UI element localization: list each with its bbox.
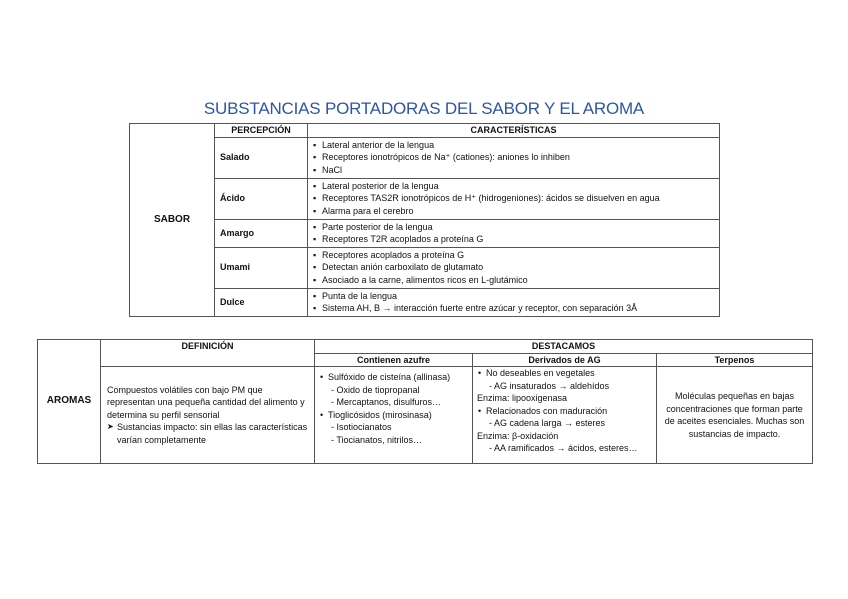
list-item: ▪ Receptores ionotrópicos de Na⁺ (cationes): aniones lo inhiben [313, 151, 719, 164]
subheader-azufre: Contienen azufre [315, 353, 473, 367]
aromas-table [37, 339, 813, 464]
sabor-table [129, 123, 720, 317]
page-title: SUBSTANCIAS PORTADORAS DEL SABOR Y EL AROMA [203, 99, 645, 118]
amargo-list [308, 221, 719, 246]
ag-item: • No deseables en vegetales [477, 367, 652, 380]
azufre-item: • Sulfóxido de cisteína (allinasa) [319, 371, 468, 384]
list-item: ▪ Receptores acoplados a proteína G [313, 249, 719, 262]
definicion-text: Compuestos volátiles con bajo PM que representan una pequeña cantidad del alimento y determina su perfil sensorial [107, 384, 305, 420]
list-item: ▪ Parte posterior de la lengua [313, 221, 719, 234]
list-item: ▪ Detectan anión carboxilato de glutamato [313, 261, 719, 274]
percepcion-salado: Salado [215, 137, 308, 178]
salado-list [308, 139, 719, 177]
list-item: ▪ Asociado a la carne, alimentos ricos en L-glutámico [313, 274, 719, 287]
subheader-ag: Derivados de AG [473, 353, 657, 367]
header-definicion: DEFINICIÓN [101, 340, 315, 367]
list-item: ▪ Lateral posterior de la lengua [313, 180, 719, 193]
ag-item: Enzima: β-oxidación [477, 430, 559, 441]
azufre-item: - Oxido de tiopropanal [331, 384, 420, 395]
list-item: ▪ Receptores TAS2R ionotrópicos de H⁺ (hidrogeniones): ácidos se disuelven en agua [313, 192, 719, 205]
ag-item: - AA ramificados → ácidos, esteres… [489, 443, 638, 453]
list-item: ▪ Alarma para el cerebro [313, 205, 719, 218]
azufre-item: - Isotiocianatos [331, 422, 392, 432]
percepcion-amargo: Amargo [215, 219, 308, 247]
azufre-item: - Mercaptanos, disulfuros… [331, 397, 442, 407]
percepcion-umami: Umami [215, 247, 308, 288]
list-item: ▪ Sistema AH, B → interacción fuerte entre azúcar y receptor, con separación 3Å [313, 302, 719, 315]
azufre-item: • Tioglicósidos (mirosinasa) [319, 409, 468, 422]
list-item: ▪ Receptores T2R acoplados a proteína G [313, 233, 719, 246]
list-item: ▪ Punta de la lengua [313, 290, 719, 303]
definicion-bullet: ➤ Sustancias impacto: sin ellas las características varían completamente [107, 421, 310, 446]
ag-item: Enzima: lipooxigenasa [477, 393, 568, 403]
ag-item: - AG insaturados → aldehídos [489, 380, 610, 391]
list-item: ▪ NaCl [313, 164, 719, 177]
sabor-label: SABOR [130, 124, 215, 317]
subheader-terpenos: Terpenos [657, 353, 813, 367]
ag-item: - AG cadena larga → esteres [489, 418, 606, 428]
terpenos-text: Moléculas pequeñas en bajas concentraciones que forman parte de aceites esenciales. Muchas son sustancias de impacto. [664, 391, 805, 439]
aromas-label: AROMAS [38, 340, 101, 464]
header-percepcion: PERCEPCIÓN [215, 124, 308, 138]
percepcion-acido: Ácido [215, 178, 308, 219]
umami-list [308, 249, 719, 287]
percepcion-dulce: Dulce [215, 288, 308, 316]
acido-list [308, 180, 719, 218]
header-destacamos: DESTACAMOS [315, 340, 813, 354]
ag-item: • Relacionados con maduración [477, 405, 652, 418]
list-item: ▪ Lateral anterior de la lengua [313, 139, 719, 152]
dulce-list [308, 290, 719, 315]
azufre-item: - Tiocianatos, nitrilos… [331, 434, 423, 445]
header-caracteristicas: CARACTERÍSTICAS [308, 124, 720, 138]
